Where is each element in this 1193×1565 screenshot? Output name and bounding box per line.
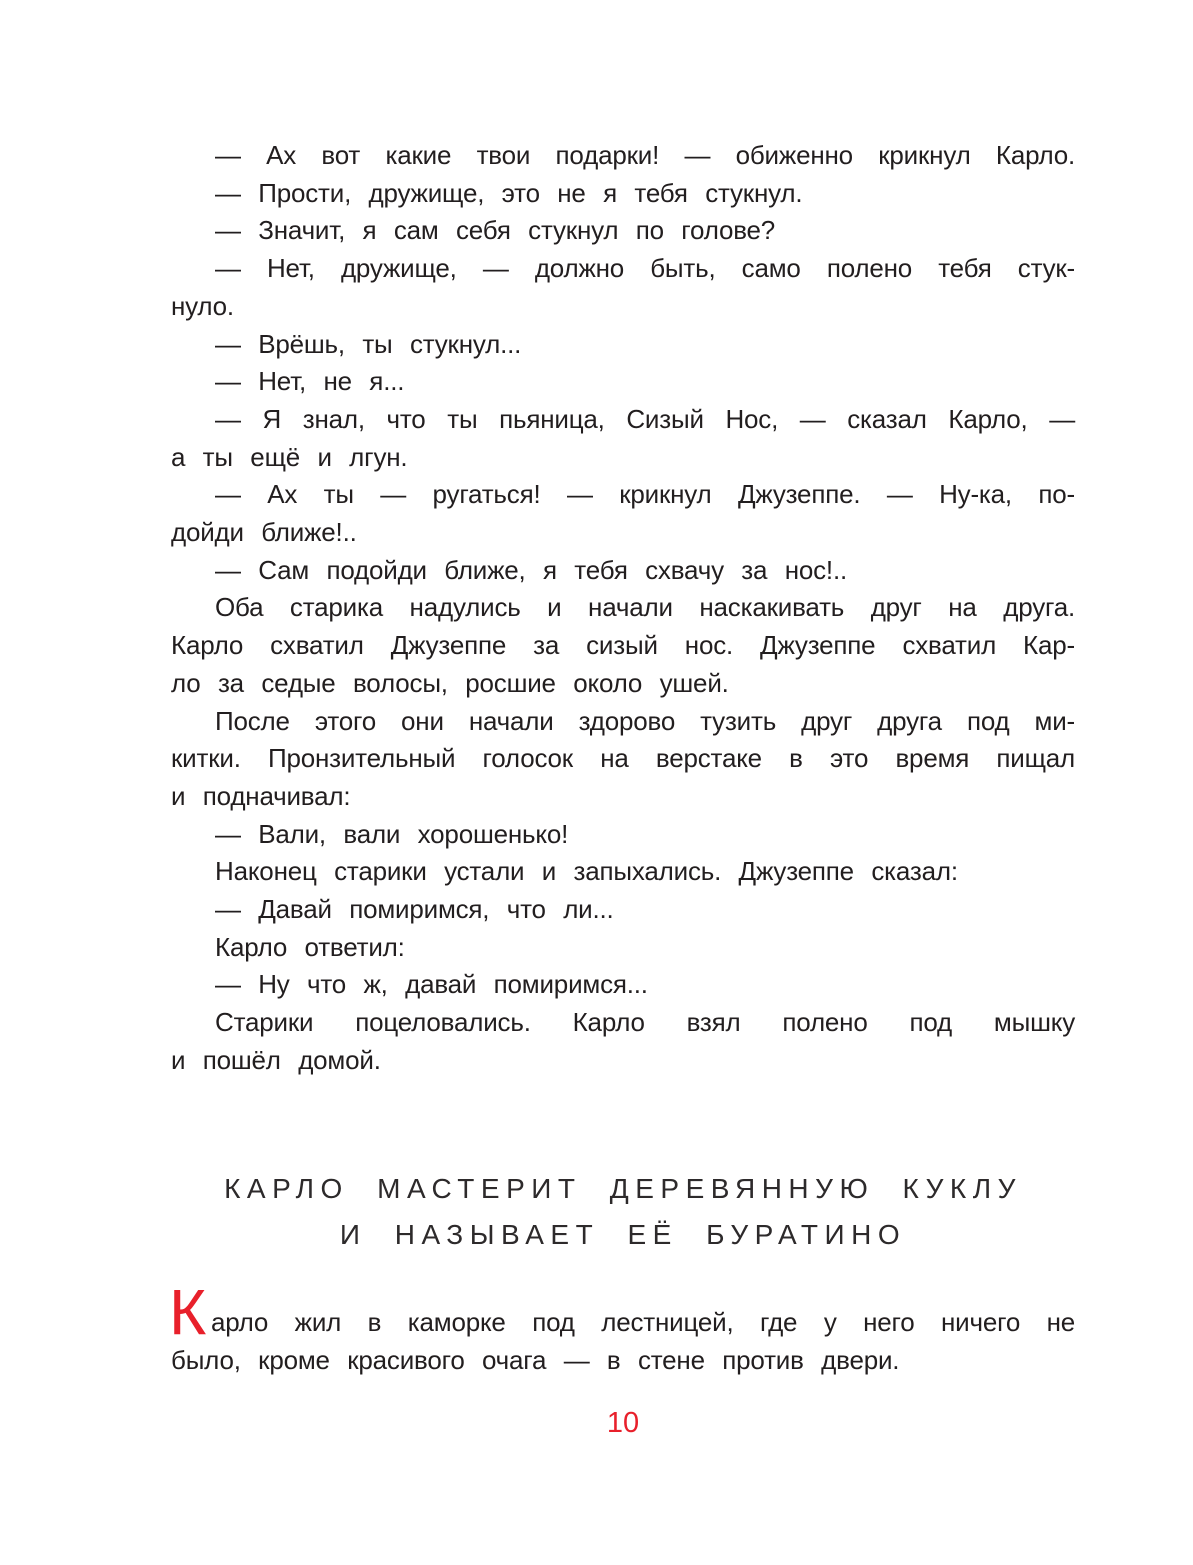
body-line: — Врёшь, ты стукнул... <box>215 328 522 359</box>
chapter-heading <box>171 1166 1075 1258</box>
body-line: — Прости, дружище, это не я тебя стукнул. <box>215 177 803 208</box>
body-line: нуло. <box>171 290 234 321</box>
chapter-heading-line-1: КАРЛО МАСТЕРИТ ДЕРЕВЯННУЮ КУКЛУ <box>224 1173 1022 1204</box>
body-line: китки. Пронзительный голосок на верстаке в это время пищал <box>171 743 1075 774</box>
body-line: дойди ближе!.. <box>171 517 357 548</box>
body-line: — Ах ты — ругаться! — крикнул Джузеппе. — Ну-ка, по- <box>215 479 1075 510</box>
body-line: было, кроме красивого очага — в стене против двери. <box>171 1344 900 1375</box>
body-line: — Нет, не я... <box>215 366 405 397</box>
chapter-heading-line-2: И НАЗЫВАЕТ ЕЁ БУРАТИНО <box>339 1219 907 1250</box>
body-line: — Ах вот какие твои подарки! — обиженно крикнул Карло. <box>215 140 1075 170</box>
body-line: Карло ответил: <box>215 931 405 962</box>
body-line: После этого они начали здорово тузить друг друга под ми- <box>215 705 1075 736</box>
body-line: и пошёл домой. <box>171 1044 381 1075</box>
body-line: — Сам подойди ближе, я тебя схвачу за нос!.. <box>215 554 847 585</box>
body-line: Старики поцеловались. Карло взял полено под мышку <box>215 1007 1075 1038</box>
body-line: Оба старика надулись и начали наскакивать друг на друга. <box>215 592 1075 623</box>
body-line: — Я знал, что ты пьяница, Сизый Нос, — сказал Карло, — <box>215 403 1075 434</box>
body-line: и подначивал: <box>171 780 351 811</box>
body-line: — Нет, дружище, — должно быть, само полено тебя стук- <box>215 253 1075 284</box>
body-line: ло за седые волосы, росшие около ушей. <box>171 667 729 698</box>
body-line: — Ну что ж, давай помиримся... <box>215 969 648 1000</box>
body-line: а ты ещё и лгун. <box>171 441 408 472</box>
body-line: — Давай помиримся, что ли... <box>215 894 614 925</box>
body-line: Карло схватил Джузеппе за сизый нос. Джузеппе схватил Кар- <box>171 630 1075 661</box>
page-number: 10 <box>606 1407 640 1439</box>
body-line: арло жил в каморке под лестницей, где у него ничего не <box>211 1307 1075 1337</box>
body-line: — Вали, вали хорошенько! <box>215 818 569 849</box>
body-text-block <box>171 137 1075 1080</box>
body-line: Наконец старики устали и запыхались. Джузеппе сказал: <box>215 856 958 887</box>
opening-paragraph <box>169 1276 1075 1379</box>
body-line: — Значит, я сам себя стукнул по голове? <box>215 215 776 246</box>
drop-cap-initial: К <box>169 1276 207 1348</box>
